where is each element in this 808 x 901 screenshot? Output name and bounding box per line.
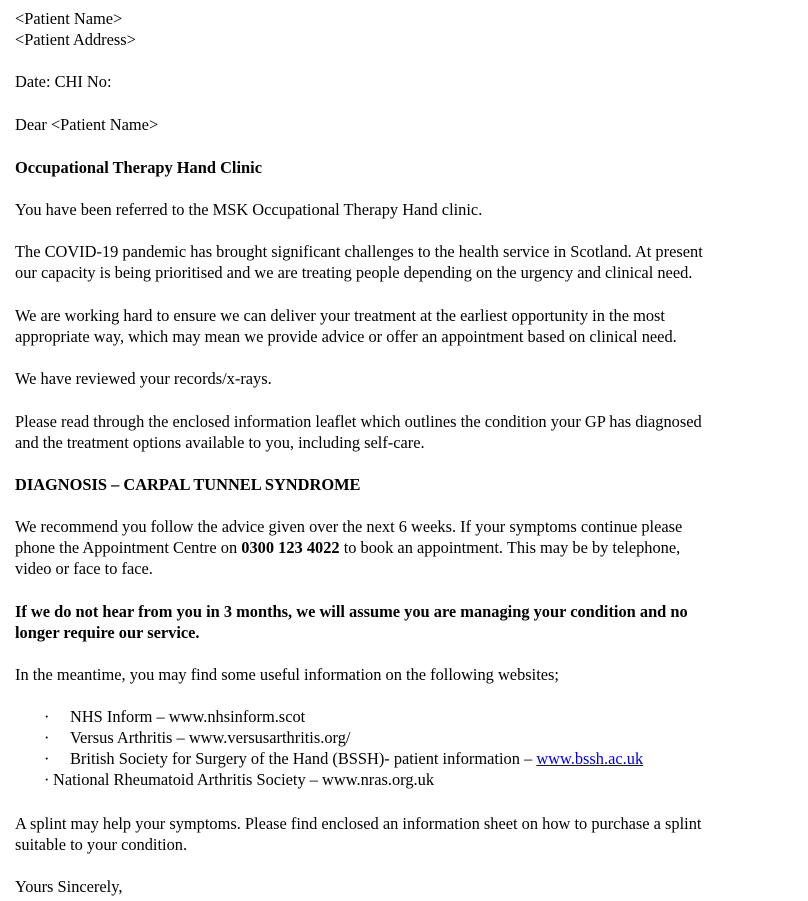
covid-line-2: our capacity is being prioritised and we are treating people depending on the urgency and clinical need.	[15, 263, 693, 282]
website-item-bssh	[70, 748, 643, 769]
covid-line-1: The COVID-19 pandemic has brought significant challenges to the health service in Scotland. At present	[15, 242, 703, 261]
leaflet-line-2: and the treatment options available to you, including self-care.	[15, 433, 425, 452]
websites-intro: In the meantime, you may find some useful information on the following websites;	[15, 665, 559, 684]
letter-title: Occupational Therapy Hand Clinic	[15, 158, 262, 177]
recommend-text-pre: phone the Appointment Centre on	[15, 538, 242, 557]
warning-line-2: longer require our service.	[15, 623, 200, 642]
salutation: Dear <Patient Name>	[15, 115, 159, 134]
date-chi-line: Date: CHI No:	[15, 72, 112, 91]
bssh-link[interactable]: www.bssh.ac.uk	[536, 749, 644, 768]
website-item-nras: National Rheumatoid Arthritis Society – www.nras.org.uk	[53, 770, 435, 789]
bullet-marker: ·	[44, 707, 50, 726]
recommend-line-1: We recommend you follow the advice given over the next 6 weeks. If your symptoms continue please	[15, 517, 683, 536]
website-item-nhs-inform: NHS Inform – www.nhsinform.scot	[70, 707, 306, 726]
closing: Yours Sincerely,	[15, 877, 123, 896]
warning-line-1: If we do not hear from you in 3 months, we will assume you are managing your condition and no	[15, 602, 688, 621]
appointment-phone-number: 0300 123 4022	[241, 538, 340, 557]
working-line-1: We are working hard to ensure we can deliver your treatment at the earliest opportunity in the most	[15, 306, 665, 325]
splint-line-2: suitable to your condition.	[15, 835, 188, 854]
working-line-2: appropriate way, which may mean we provide advice or offer an appointment based on clinical need.	[15, 327, 677, 346]
recommend-line-3: video or face to face.	[15, 559, 153, 578]
patient-name: <Patient Name>	[15, 9, 123, 28]
leaflet-line-1: Please read through the enclosed information leaflet which outlines the condition your GP has diagnosed	[15, 412, 702, 431]
intro-paragraph: You have been referred to the MSK Occupational Therapy Hand clinic.	[15, 200, 483, 219]
recommend-line-2	[15, 537, 680, 558]
splint-line-1: A splint may help your symptoms. Please find enclosed an information sheet on how to purchase a splint	[15, 814, 702, 833]
recommend-text-post: to book an appointment. This may be by telephone,	[339, 538, 681, 557]
bullet-marker: ·	[44, 728, 50, 747]
patient-address: <Patient Address>	[15, 30, 136, 49]
bssh-text: British Society for Surgery of the Hand (BSSH)- patient information –	[70, 749, 537, 768]
website-item-versus-arthritis: Versus Arthritis – www.versusarthritis.org/	[70, 728, 351, 747]
bullet-marker: ·	[44, 770, 50, 789]
bullet-marker: ·	[44, 749, 50, 768]
reviewed-paragraph: We have reviewed your records/x-rays.	[15, 369, 272, 388]
diagnosis-heading: DIAGNOSIS – CARPAL TUNNEL SYNDROME	[15, 475, 361, 494]
